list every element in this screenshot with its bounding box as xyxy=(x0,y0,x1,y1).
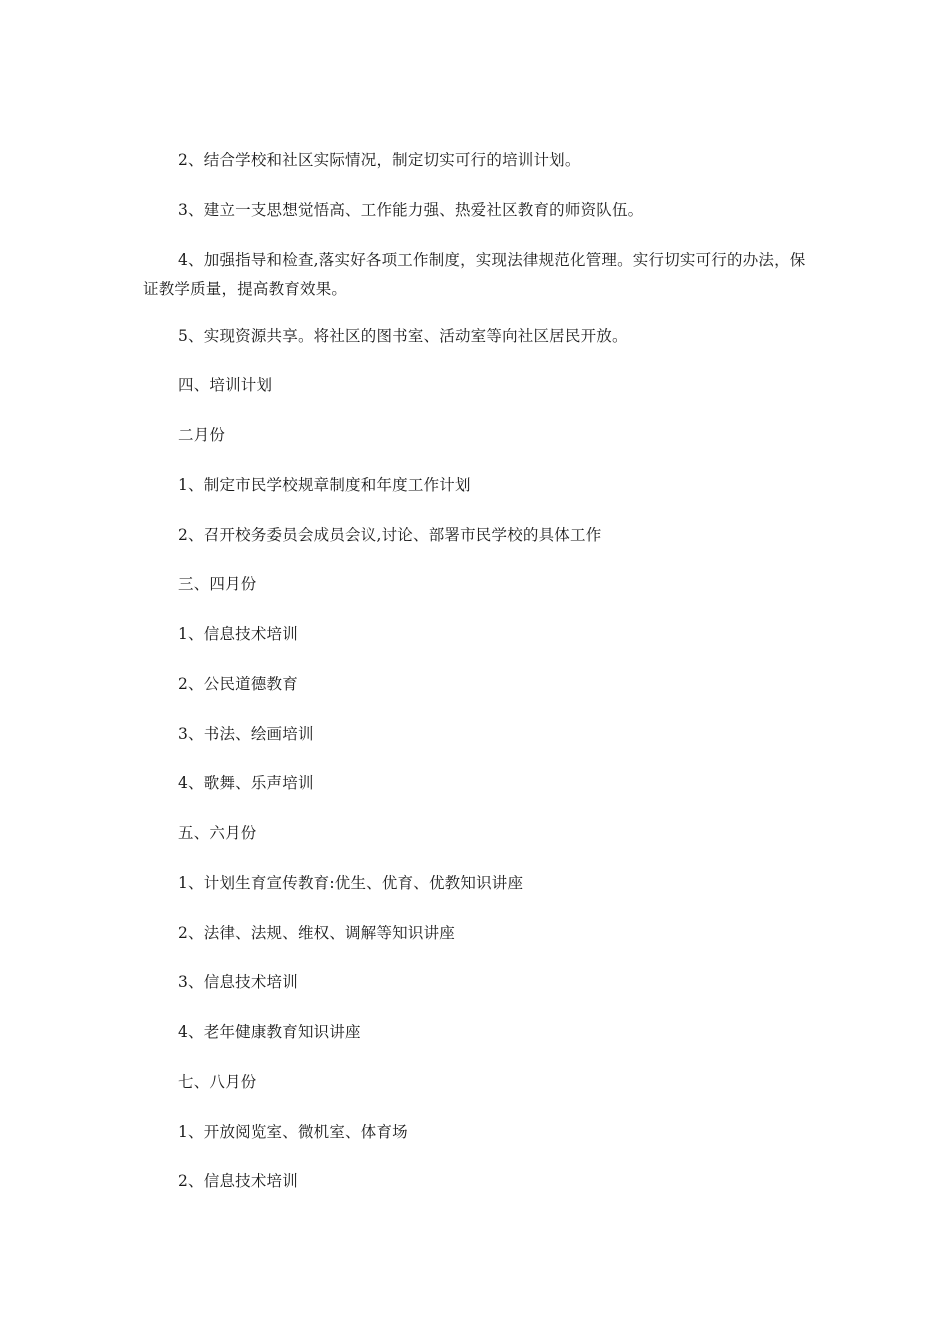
paragraph-8: 2、召开校务委员会成员会议,讨论、部署市民学校的具体工作 xyxy=(178,526,602,544)
paragraph-4: 5、实现资源共享。将社区的图书室、活动室等向社区居民开放。 xyxy=(178,327,628,345)
month-heading-may-june: 五、六月份 xyxy=(178,824,257,842)
paragraph-16: 2、法律、法规、维权、调解等知识讲座 xyxy=(178,924,455,942)
paragraph-18: 4、老年健康教育知识讲座 xyxy=(178,1023,361,1041)
paragraph-10: 1、信息技术培训 xyxy=(178,625,298,643)
paragraph-2: 3、建立一支思想觉悟高、工作能力强、热爱社区教育的师资队伍。 xyxy=(178,201,644,219)
paragraph-21: 2、信息技术培训 xyxy=(178,1172,298,1190)
paragraph-11: 2、公民道德教育 xyxy=(178,675,298,693)
paragraph-3: 4、加强指导和检查,落实好各项工作制度，实现法律规范化管理。实行切实可行的办法，保证教学质量，提高教育效果。 xyxy=(143,251,806,298)
paragraph-17: 3、信息技术培训 xyxy=(178,973,298,991)
month-heading-july-august: 七、八月份 xyxy=(178,1073,257,1091)
section-heading-training-plan: 四、培训计划 xyxy=(178,376,273,394)
paragraph-20: 1、开放阅览室、微机室、体育场 xyxy=(178,1123,408,1141)
paragraph-13: 4、歌舞、乐声培训 xyxy=(178,774,314,792)
paragraph-1: 2、结合学校和社区实际情况，制定切实可行的培训计划。 xyxy=(178,151,581,169)
month-heading-february: 二月份 xyxy=(178,426,226,444)
paragraph-12: 3、书法、绘画培训 xyxy=(178,725,314,743)
month-heading-march-april: 三、四月份 xyxy=(178,575,257,593)
paragraph-7: 1、制定市民学校规章制度和年度工作计划 xyxy=(178,476,471,494)
paragraph-15: 1、计划生育宣传教育:优生、优育、优教知识讲座 xyxy=(178,874,524,892)
